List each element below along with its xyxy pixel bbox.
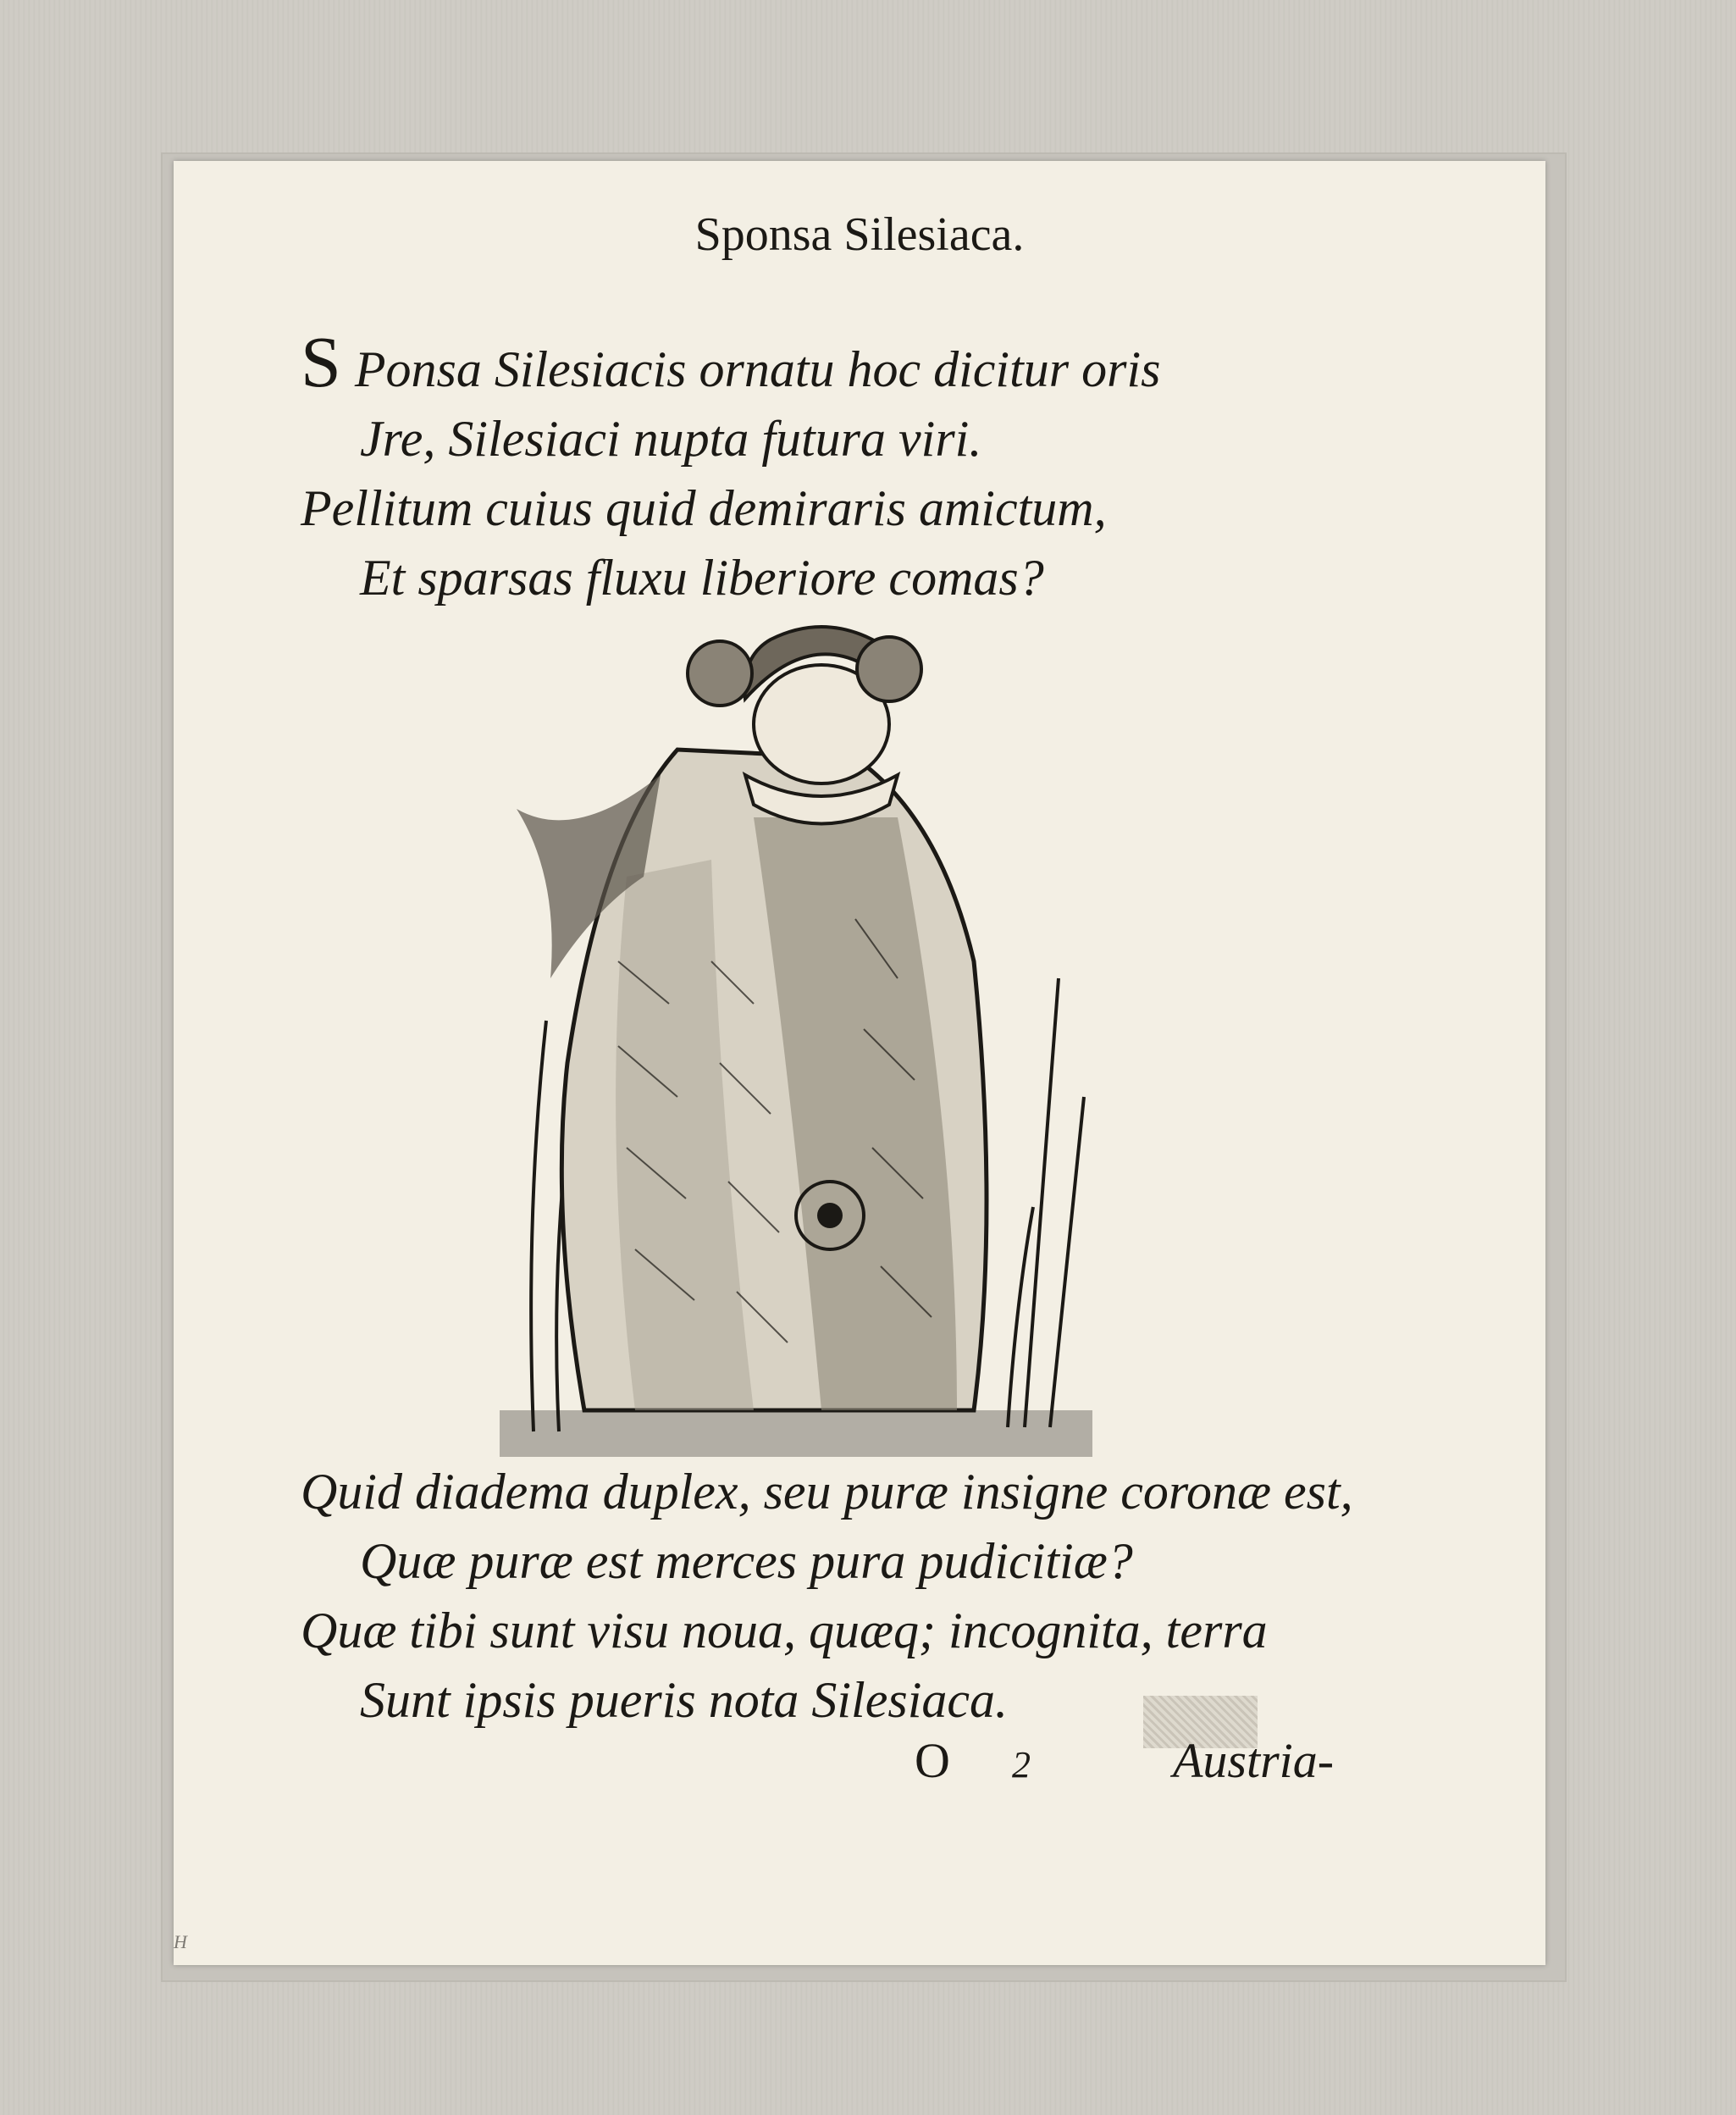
page-title: Sponsa Silesiaca. [694, 208, 1025, 261]
verse-line: Et sparsas fluxu liberiore comas? [360, 550, 1044, 606]
drop-cap: S [301, 321, 341, 402]
verse-bottom [301, 1457, 1353, 1735]
signature-number: 2 [1012, 1744, 1031, 1786]
verse-top [301, 321, 1161, 612]
verse-line: Quid diadema duplex, seu puræ insigne coronæ est, [301, 1464, 1353, 1520]
verse-line: Pellitum cuius quid demiraris amictum, [301, 480, 1107, 536]
verse-line: Jre, Silesiaci nupta futura viri. [360, 411, 982, 467]
verse-line: Quæ tibi sunt visu noua, quæq; incognita, terra [301, 1603, 1268, 1658]
verse-line: S Ponsa Silesiacis ornatu hoc dicitur oris [301, 321, 1161, 402]
catchword: Austria- [1173, 1733, 1335, 1788]
verse-line: Sunt ipsis pueris nota Silesiaca. [360, 1672, 1008, 1728]
signature-letter: O [915, 1733, 950, 1788]
printed-leaf [174, 161, 1545, 1965]
verse-line: Quæ puræ est merces pura pudicitiæ? [360, 1533, 1133, 1589]
pencil-mark: H [174, 1931, 187, 1952]
woodcut-bride-figure-icon [500, 623, 1092, 1457]
